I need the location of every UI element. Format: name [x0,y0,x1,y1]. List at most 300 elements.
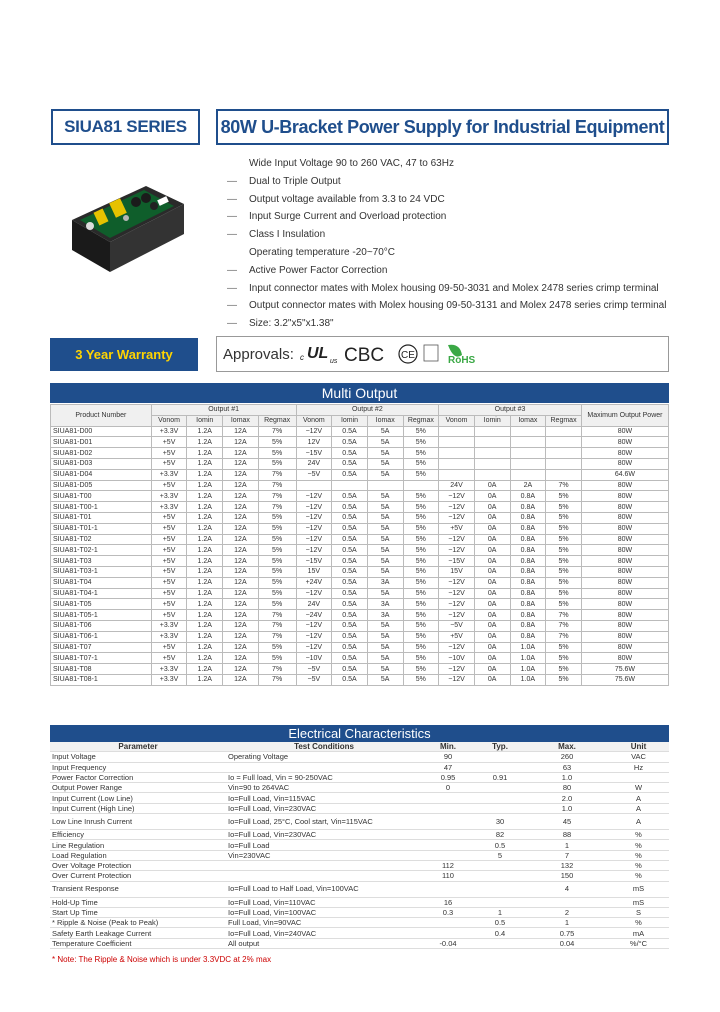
table-cell: 0.4 [474,928,526,938]
table-cell: 1.2A [187,480,223,491]
table-cell [474,793,526,803]
table-cell: 30 [474,814,526,830]
table-cell: 0.5A [332,588,368,599]
table-cell: 1.2A [187,512,223,523]
table-cell: −5V [296,469,332,480]
table-cell: 80W [581,577,668,588]
cert-icon [424,345,438,361]
table-cell: 7% [258,426,296,437]
table-cell: 90 [422,752,474,762]
table-cell: 12A [223,469,259,480]
table-cell: 0A [474,674,510,685]
table-cell [510,458,546,469]
table-cell: 1.0 [526,772,608,782]
multi-output-title: Multi Output [50,383,669,403]
table-cell: 5% [258,523,296,534]
table-cell: 5% [403,448,439,459]
table-cell: 5A [367,458,403,469]
product-number-cell: SIUA81-T07 [51,642,152,653]
table-cell [474,458,510,469]
warranty-badge: 3 Year Warranty [50,338,198,371]
table-cell: 5A [367,469,403,480]
table-cell: 5A [367,491,403,502]
table-row [50,814,669,830]
table-cell: 0A [474,512,510,523]
table-cell: 0.5A [332,556,368,567]
table-cell: 12A [223,631,259,642]
table-cell: 0.8A [510,588,546,599]
table-row [51,491,669,502]
table-cell: 5% [546,588,582,599]
table-cell: 0.5 [474,918,526,928]
table-cell: −12V [439,599,475,610]
table-cell: 12A [223,534,259,545]
table-cell: 75.6W [581,674,668,685]
approvals-label: Approvals: [223,345,294,363]
table-cell: +5V [151,512,187,523]
table-cell: +5V [151,566,187,577]
table-cell: 0A [474,642,510,653]
table-cell: 1.2A [187,545,223,556]
product-number-cell: SIUA81-T01 [51,512,152,523]
table-cell [474,448,510,459]
product-number-cell: SIUA81-T03-1 [51,566,152,577]
table-cell [608,772,669,782]
table-cell: 5A [367,620,403,631]
table-cell: 5% [546,653,582,664]
table-cell: 0.5A [332,664,368,675]
table-cell: 0A [474,588,510,599]
table-cell: 260 [526,752,608,762]
table-cell: 132 [526,860,608,870]
col-typ: Typ. [474,742,526,752]
table-cell: +5V [439,631,475,642]
table-cell: 12A [223,610,259,621]
product-number-cell: SIUA81-D04 [51,469,152,480]
table-cell: 5A [367,534,403,545]
table-cell: 2 [526,907,608,917]
table-cell: 0.8A [510,534,546,545]
table-row [51,631,669,642]
table-row [51,545,669,556]
table-cell: 2A [510,480,546,491]
table-cell: 0A [474,566,510,577]
feature-list [227,155,666,333]
table-cell: 24V [439,480,475,491]
table-cell: 150 [526,871,608,881]
table-cell: 1.2A [187,491,223,502]
table-cell: 5% [258,512,296,523]
col-max-power: Maximum Output Power [581,405,668,427]
table-cell: 80W [581,448,668,459]
feature-item: — Output voltage available from 3.3 to 24 VDC [227,193,445,205]
table-cell: −15V [296,556,332,567]
table-cell: 7% [258,491,296,502]
table-cell: 0.5A [332,545,368,556]
table-cell: 1.2A [187,566,223,577]
table-cell [474,762,526,772]
table-cell: 1.2A [187,610,223,621]
table-cell: 5% [258,545,296,556]
table-cell: 5A [367,674,403,685]
col-output-3: Output #3 [439,405,582,416]
col-vonom: Vonom [151,415,187,426]
table-cell: −12V [296,502,332,513]
table-cell: 5% [403,523,439,534]
table-cell: 5% [546,512,582,523]
table-cell: 5% [403,545,439,556]
table-cell: Io=Full Load, Vin=110VAC [226,897,422,907]
table-cell: All output [226,938,422,948]
parameter-cell: Hold-Up Time [50,897,226,907]
col-test-conditions: Test Conditions [226,742,422,752]
table-cell [403,480,439,491]
table-cell [474,752,526,762]
table-cell: 0.8A [510,491,546,502]
product-number-cell: SIUA81-T04-1 [51,588,152,599]
col-unit: Unit [608,742,669,752]
table-cell [226,762,422,772]
table-cell: 12A [223,642,259,653]
table-row [50,871,669,881]
table-cell: 5% [403,556,439,567]
multi-output-rows [51,426,669,685]
table-row [50,918,669,928]
table-cell: 0.8A [510,556,546,567]
table-cell: −10V [439,653,475,664]
table-cell: 1 [526,918,608,928]
table-cell: −15V [439,556,475,567]
table-cell: 7% [258,674,296,685]
table-cell: 80W [581,502,668,513]
parameter-cell: Input Current (Low Line) [50,793,226,803]
col-iomin: Iomin [474,415,510,426]
electrical-title: Electrical Characteristics [50,725,669,742]
table-cell: −12V [439,610,475,621]
table-cell: Io=Full Load, 25°C, Cool start, Vin=115VAC [226,814,422,830]
table-cell: −10V [296,653,332,664]
parameter-cell: Input Voltage [50,752,226,762]
table-cell: 12A [223,599,259,610]
table-cell: W [608,783,669,793]
table-cell: 5% [546,523,582,534]
table-cell [226,871,422,881]
table-cell: 1.2A [187,437,223,448]
table-cell: 0.91 [474,772,526,782]
table-cell: 80W [581,491,668,502]
table-cell: +5V [151,523,187,534]
table-cell [439,426,475,437]
table-cell: 0.5A [332,674,368,685]
table-cell: −12V [296,588,332,599]
table-cell: +5V [151,534,187,545]
ripple-note: * Note: The Ripple & Noise which is under 3.3VDC at 2% max [52,955,272,964]
parameter-cell: Over Voltage Protection [50,860,226,870]
table-cell: 0.5A [332,566,368,577]
table-cell: 80W [581,545,668,556]
table-row [51,599,669,610]
table-cell: Full Load, Vin=90VAC [226,918,422,928]
table-cell [439,448,475,459]
table-cell: 64.6W [581,469,668,480]
table-cell: −12V [296,426,332,437]
table-cell: VAC [608,752,669,762]
table-row [51,664,669,675]
table-row [50,897,669,907]
certification-marks [300,341,500,367]
table-cell: Vin=90 to 264VAC [226,783,422,793]
table-cell: 12A [223,480,259,491]
table-cell: 80W [581,599,668,610]
table-cell: 12A [223,426,259,437]
table-cell [474,803,526,813]
table-cell: 1.2A [187,458,223,469]
table-cell: −12V [296,512,332,523]
table-cell: 80W [581,458,668,469]
table-cell: 1.2A [187,577,223,588]
table-cell: 7% [258,631,296,642]
table-cell: 0.5A [332,448,368,459]
table-cell: 15V [296,566,332,577]
table-cell: +3.3V [151,664,187,675]
table-cell [510,448,546,459]
table-cell: 0.5A [332,523,368,534]
table-cell: 1.2A [187,556,223,567]
table-cell: +5V [151,588,187,599]
table-cell: 1.2A [187,426,223,437]
table-cell: 5A [367,545,403,556]
table-row [51,448,669,459]
table-cell: 5% [258,588,296,599]
table-row [50,938,669,948]
product-number-cell: SIUA81-T00-1 [51,502,152,513]
table-cell: 12A [223,653,259,664]
table-cell: 12A [223,523,259,534]
parameter-cell: Start Up Time [50,907,226,917]
table-cell: 0.8A [510,545,546,556]
parameter-cell: Input Frequency [50,762,226,772]
table-cell: Vin=230VAC [226,850,422,860]
table-cell: %/°C [608,938,669,948]
table-cell: −24V [296,610,332,621]
cbc-logo: CBC [343,345,384,366]
table-cell: 5% [258,566,296,577]
table-row [51,566,669,577]
table-cell: +5V [151,556,187,567]
table-cell: +3.3V [151,631,187,642]
product-image [66,180,188,276]
col-output-1: Output #1 [151,405,296,416]
table-cell [422,814,474,830]
table-cell: Operating Voltage [226,752,422,762]
table-cell: 7% [546,620,582,631]
table-cell: 0.5A [332,469,368,480]
col-regmax: Regmax [403,415,439,426]
table-cell: −12V [439,664,475,675]
table-cell: 5% [546,491,582,502]
table-row [51,534,669,545]
table-cell: 2.0 [526,793,608,803]
table-cell: 7% [258,620,296,631]
table-cell: mS [608,881,669,897]
table-cell: −15V [296,448,332,459]
table-cell [510,426,546,437]
table-cell: 5% [546,599,582,610]
product-number-cell: SIUA81-T08 [51,664,152,675]
table-cell [422,793,474,803]
table-cell: % [608,830,669,840]
table-cell: −12V [296,491,332,502]
table-cell: 80W [581,534,668,545]
table-cell: 0A [474,577,510,588]
table-cell: 5% [403,631,439,642]
table-cell: 5% [546,674,582,685]
table-cell: 1.0A [510,664,546,675]
table-cell: 5% [258,437,296,448]
table-cell: 0A [474,534,510,545]
table-cell: −5V [439,620,475,631]
table-cell [546,469,582,480]
table-cell: 12A [223,556,259,567]
table-cell: 5% [403,491,439,502]
table-row [51,523,669,534]
table-cell: 0A [474,523,510,534]
table-cell: 0.8A [510,599,546,610]
table-cell: +5V [151,577,187,588]
product-number-cell: SIUA81-T03 [51,556,152,567]
table-cell: 0.5A [332,653,368,664]
table-cell: 5A [367,512,403,523]
table-cell: +5V [151,599,187,610]
table-cell: Io=Full Load, Vin=240VAC [226,928,422,938]
approvals-box [216,336,669,372]
parameter-cell: Input Current (High Line) [50,803,226,813]
table-row [51,469,669,480]
table-cell: mS [608,897,669,907]
table-cell: 5A [367,653,403,664]
table-cell: 45 [526,814,608,830]
electrical-rows [50,752,669,949]
table-cell [510,437,546,448]
table-cell: Io=Full Load [226,840,422,850]
product-number-cell: SIUA81-D00 [51,426,152,437]
table-cell: 5% [403,426,439,437]
table-cell: 0.5A [332,491,368,502]
table-cell: 5% [546,664,582,675]
col-product-number: Product Number [51,405,152,427]
table-cell: −12V [296,523,332,534]
col-parameter: Parameter [50,742,226,752]
table-cell: −12V [439,674,475,685]
table-cell [439,458,475,469]
col-iomin: Iomin [187,415,223,426]
table-cell: 12A [223,674,259,685]
col-regmax: Regmax [546,415,582,426]
table-cell: 12A [223,491,259,502]
table-row [50,830,669,840]
table-cell: +5V [151,448,187,459]
table-cell: 0A [474,610,510,621]
multi-output-table [50,404,669,686]
page-title: 80W U-Bracket Power Supply for Industrial Equipment [216,109,669,145]
table-cell: −12V [439,491,475,502]
product-number-cell: SIUA81-T08-1 [51,674,152,685]
table-cell: 12A [223,577,259,588]
table-cell: 5% [403,599,439,610]
product-number-cell: SIUA81-T06-1 [51,631,152,642]
table-cell: 0.8A [510,502,546,513]
table-cell: 80W [581,437,668,448]
table-cell: 16 [422,897,474,907]
table-cell: 5% [258,577,296,588]
table-cell: 0.5A [332,512,368,523]
table-cell: 80W [581,523,668,534]
table-cell: −12V [296,642,332,653]
table-cell: 0.8A [510,620,546,631]
table-cell: −12V [439,642,475,653]
table-cell: 0.5A [332,437,368,448]
table-cell: 0.8A [510,610,546,621]
table-row [51,653,669,664]
col-min: Min. [422,742,474,752]
table-cell: 5A [367,664,403,675]
table-cell: 24V [296,458,332,469]
product-number-cell: SIUA81-T01-1 [51,523,152,534]
table-cell: 5A [367,642,403,653]
table-cell: Io=Full Load to Half Load, Vin=100VAC [226,881,422,897]
col-iomax: Iomax [510,415,546,426]
table-cell: 7 [526,850,608,860]
table-cell: 80W [581,480,668,491]
table-row [50,850,669,860]
product-number-cell: SIUA81-T05-1 [51,610,152,621]
table-cell: 24V [296,599,332,610]
table-cell: 0.75 [526,928,608,938]
table-cell: 12A [223,437,259,448]
feature-item: — Active Power Factor Correction [227,264,388,276]
table-cell: 0A [474,491,510,502]
table-cell: 80W [581,610,668,621]
table-cell: 5% [258,599,296,610]
table-cell: A [608,803,669,813]
table-cell [474,426,510,437]
table-cell: −12V [439,534,475,545]
table-cell [439,437,475,448]
feature-item: — Input connector mates with Molex housing 09-50-3031 and Molex 2478 series crimp terminal [227,282,659,294]
table-row [51,642,669,653]
table-cell [474,860,526,870]
parameter-cell: Temperature Coefficient [50,938,226,948]
product-number-cell: SIUA81-T07-1 [51,653,152,664]
table-row [50,752,669,762]
table-cell [474,938,526,948]
table-cell [474,437,510,448]
table-cell: 5A [367,523,403,534]
table-cell: 1.2A [187,631,223,642]
electrical-table [50,742,669,949]
table-cell: 0.5 [474,840,526,850]
table-cell: 0A [474,653,510,664]
table-cell: 5A [367,556,403,567]
table-cell [226,860,422,870]
table-cell: +3.3V [151,491,187,502]
table-cell: +5V [151,437,187,448]
table-cell: 5A [367,426,403,437]
table-cell: 82 [474,830,526,840]
table-cell [546,448,582,459]
table-cell: 0.3 [422,907,474,917]
table-cell: +5V [439,523,475,534]
